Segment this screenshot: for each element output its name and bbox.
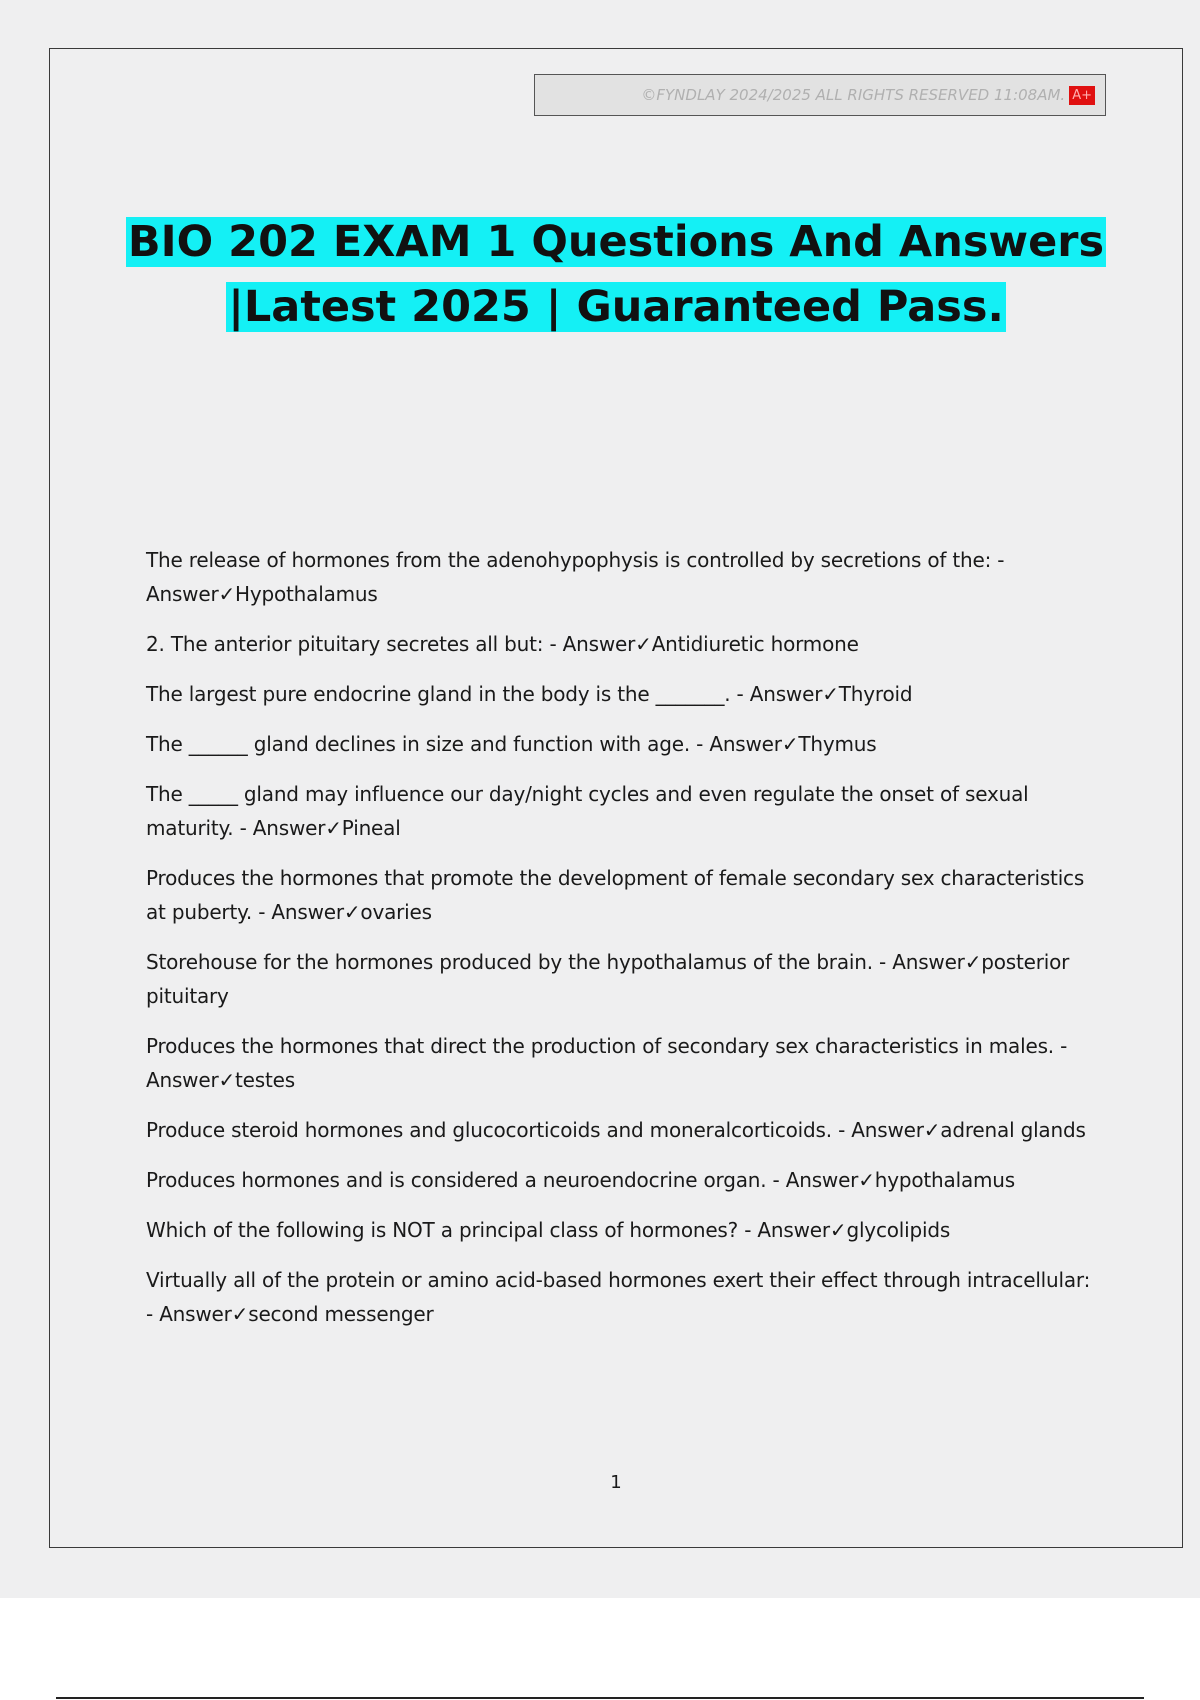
question-text: The release of hormones from the adenohypophysis is controlled by secretions of the: - — [146, 548, 1005, 572]
question-text: Produce steroid hormones and glucocorticoids and moneralcorticoids. - — [146, 1118, 846, 1142]
answer-prefix: Answer — [851, 1118, 924, 1142]
qa-item — [146, 727, 1096, 761]
answer-prefix: Answer — [146, 1068, 219, 1092]
qa-item — [146, 861, 1096, 929]
answer-prefix: Answer — [271, 900, 344, 924]
checkmark-icon: ✓ — [231, 1302, 249, 1326]
document-title — [49, 210, 1183, 340]
checkmark-icon: ✓ — [923, 1118, 941, 1142]
copyright-text: ©FYNDLAY 2024/2025 ALL RIGHTS RESERVED 11:08AM. — [641, 86, 1066, 104]
answer-text: testes — [235, 1068, 295, 1092]
answer-text: adrenal glands — [940, 1118, 1086, 1142]
grade-badge: A+ — [1069, 86, 1095, 105]
qa-item — [146, 1213, 1096, 1247]
checkmark-icon: ✓ — [218, 582, 236, 606]
question-text: Storehouse for the hormones produced by the hypothalamus of the brain. - — [146, 950, 887, 974]
checkmark-icon: ✓ — [822, 682, 839, 706]
answer-text: hypothalamus — [874, 1168, 1015, 1192]
copyright-watermark — [534, 74, 1106, 116]
page-number: 1 — [610, 1472, 622, 1493]
answer-text: glycolipids — [846, 1218, 951, 1242]
title-line-1: BIO 202 EXAM 1 Questions And Answers — [127, 217, 1105, 267]
answer-text: Antidiuretic hormone — [651, 632, 859, 656]
qa-item — [146, 1163, 1096, 1197]
answer-prefix: Answer — [146, 582, 219, 606]
qa-list — [146, 543, 1096, 1347]
answer-text: Thymus — [798, 732, 877, 756]
checkmark-icon: ✓ — [343, 900, 361, 924]
checkmark-icon: ✓ — [829, 1218, 847, 1242]
answer-prefix: Answer — [757, 1218, 830, 1242]
question-text: Produces hormones and is considered a neuroendocrine organ. - — [146, 1168, 780, 1192]
checkmark-icon: ✓ — [635, 632, 652, 656]
answer-prefix: Answer — [159, 1302, 232, 1326]
qa-item — [146, 627, 1096, 661]
answer-prefix: Answer — [709, 732, 782, 756]
answer-text: Thyroid — [838, 682, 913, 706]
qa-item — [146, 777, 1096, 845]
bottom-divider — [56, 1697, 1144, 1699]
qa-item — [146, 677, 1096, 711]
answer-text: second messenger — [248, 1302, 434, 1326]
checkmark-icon: ✓ — [218, 1068, 236, 1092]
question-text: Produces the hormones that direct the production of secondary sex characteristics in males. - — [146, 1034, 1068, 1058]
qa-item — [146, 1113, 1096, 1147]
title-line-2: |Latest 2025 | Guaranteed Pass. — [228, 282, 1004, 332]
qa-item — [146, 945, 1096, 1013]
qa-item — [146, 1263, 1096, 1331]
checkmark-icon: ✓ — [964, 950, 982, 974]
question-text: The ______ gland declines in size and function with age. - — [146, 732, 704, 756]
answer-prefix: Answer — [785, 1168, 859, 1192]
checkmark-icon: ✓ — [858, 1168, 875, 1192]
question-text: The largest pure endocrine gland in the body is the _______. - — [146, 682, 744, 706]
checkmark-icon: ✓ — [781, 732, 799, 756]
question-text: 2. The anterior pituitary secretes all but: - — [146, 632, 557, 656]
answer-text: Hypothalamus — [235, 582, 378, 606]
answer-prefix: Answer — [252, 816, 326, 840]
qa-item — [146, 1029, 1096, 1097]
question-text: Virtually all of the protein or amino acid-based hormones exert their effect through intracellular: - — [146, 1268, 1091, 1326]
question-text: Which of the following is NOT a principal class of hormones? - — [146, 1218, 752, 1242]
question-text: Produces the hormones that promote the development of female secondary sex characteristics at puberty. - — [146, 866, 1085, 924]
answer-text: Pineal — [341, 816, 401, 840]
answer-text: posterior pituitary — [146, 950, 1070, 1008]
answer-text: ovaries — [360, 900, 432, 924]
answer-prefix: Answer — [892, 950, 965, 974]
qa-item — [146, 543, 1096, 611]
answer-prefix: Answer — [562, 632, 636, 656]
answer-prefix: Answer — [749, 682, 823, 706]
question-text: The _____ gland may influence our day/night cycles and even regulate the onset of sexual maturity. - — [146, 782, 1029, 840]
checkmark-icon: ✓ — [325, 816, 342, 840]
